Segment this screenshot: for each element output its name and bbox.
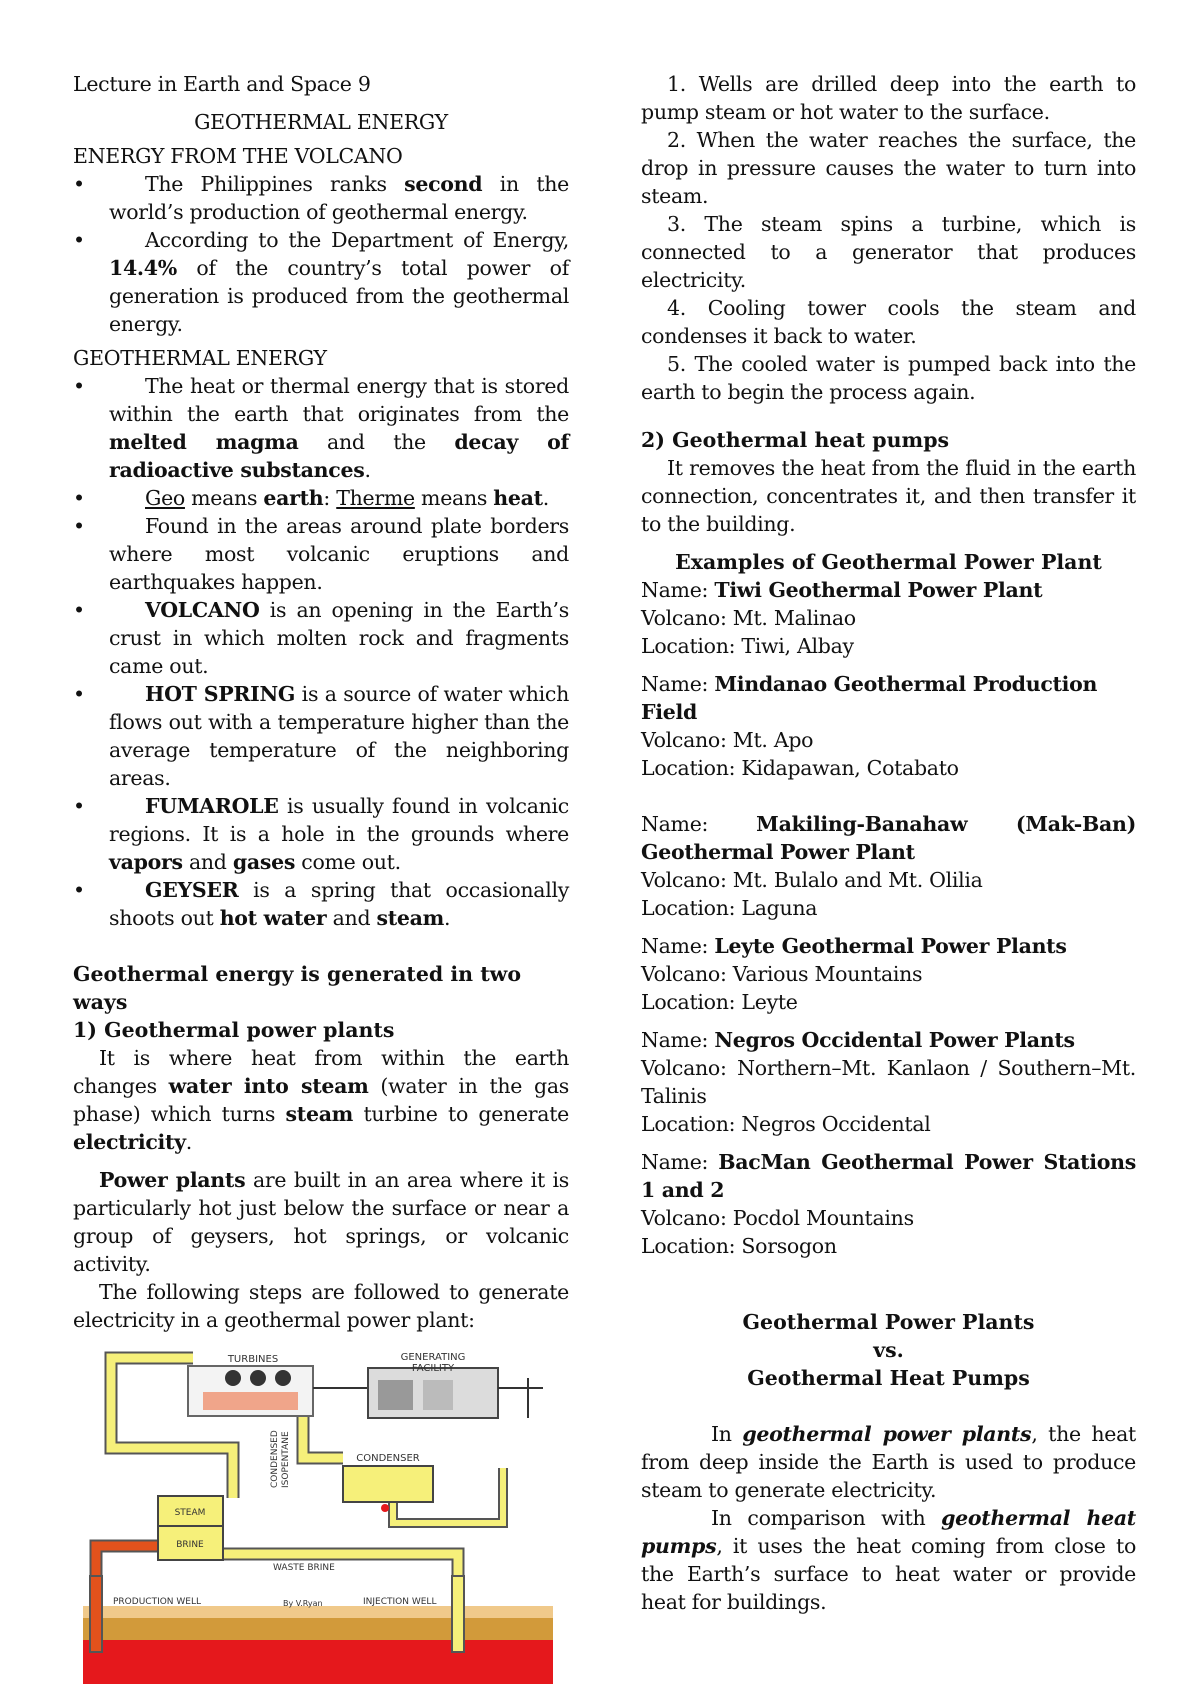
list-item: • The Philippines ranks second in the world’s production of geothermal energy. bbox=[73, 172, 569, 224]
list-item: • The heat or thermal energy that is stored within the earth that originates from the melted magma and the decay of radioactive substances. bbox=[73, 374, 569, 482]
facility-label: FACILITY bbox=[411, 1363, 455, 1374]
page-title: GEOTHERMAL ENERGY bbox=[194, 110, 448, 134]
turbines-label: TURBINES bbox=[227, 1354, 279, 1365]
volcano-bullet-list bbox=[73, 170, 569, 338]
ways-heading: Geothermal energy is generated in two ways bbox=[73, 962, 521, 1014]
turbine-icon bbox=[250, 1370, 266, 1386]
rock-layer bbox=[83, 1618, 553, 1640]
section-heading-volcano: ENERGY FROM THE VOLCANO bbox=[73, 144, 403, 168]
plant-entry: Name: Negros Occidental Power Plants Volcano: Northern–Mt. Kanlaon / Southern–Mt. Talinis Location: Negros Occidental bbox=[641, 1028, 1136, 1136]
turbine-icon bbox=[225, 1370, 241, 1386]
injection-well bbox=[452, 1576, 464, 1652]
lecture-header: Lecture in Earth and Space 9 bbox=[73, 72, 371, 96]
steam-flow bbox=[203, 1392, 298, 1410]
plant-entry: Name: BacMan Geothermal Power Stations 1 and 2 Volcano: Pocdol Mountains Location: Sorsogon bbox=[641, 1150, 1136, 1258]
plant-entry: Name: Mindanao Geothermal Production Field Volcano: Mt. Apo Location: Kidapawan, Cotabato bbox=[641, 672, 1098, 780]
step-5: 5. The cooled water is pumped back into the earth to begin the process again. bbox=[641, 352, 1136, 404]
waste-brine-label: WASTE BRINE bbox=[273, 1563, 335, 1573]
waste-brine-pipe bbox=[223, 1554, 458, 1578]
condenser-label: CONDENSER bbox=[356, 1453, 420, 1464]
condenser-box bbox=[343, 1466, 433, 1502]
left-column bbox=[73, 70, 569, 1688]
author-label: By V.Ryan bbox=[283, 1599, 323, 1608]
condensed-label: CONDENSED bbox=[270, 1430, 280, 1488]
list-item: • HOT SPRING is a source of water which flows out with a temperature higher than the average temperature of the neighboring areas. bbox=[73, 682, 569, 790]
production-well-label: PRODUCTION WELL bbox=[113, 1597, 202, 1607]
section-heading-geothermal: GEOTHERMAL ENERGY bbox=[73, 346, 327, 370]
brine-label: BRINE bbox=[176, 1540, 204, 1550]
plant-entry: Name: Tiwi Geothermal Power Plant Volcano: Mt. Malinao Location: Tiwi, Albay bbox=[641, 578, 1043, 658]
injection-well-label: INJECTION WELL bbox=[363, 1597, 437, 1607]
production-well bbox=[90, 1576, 102, 1652]
comparison-title-2: Geothermal Heat Pumps bbox=[747, 1366, 1030, 1390]
hot-rock-layer bbox=[83, 1640, 553, 1684]
steam-pipe bbox=[111, 1418, 233, 1498]
examples-heading: Examples of Geothermal Power Plant bbox=[675, 550, 1102, 574]
plant-entry: Name: Leyte Geothermal Power Plants Volcano: Various Mountains Location: Leyte bbox=[641, 934, 1067, 1014]
steps-intro-paragraph: The following steps are followed to generate electricity in a geothermal power plant: bbox=[73, 1280, 569, 1332]
heat-pumps-heading: 2) Geothermal heat pumps bbox=[641, 428, 950, 452]
generating-label: GENERATING bbox=[400, 1352, 466, 1363]
step-4: 4. Cooling tower cools the steam and condenses it back to water. bbox=[641, 296, 1136, 348]
comparison-paragraph-2: In comparison with geothermal heat pumps, it uses the heat coming from close to the Earth’s surface to heat water or provide heat for buildings. bbox=[641, 1506, 1136, 1614]
list-item: • Geo means earth: Therme means heat. bbox=[73, 486, 550, 510]
step-3: 3. The steam spins a turbine, which is connected to a generator that produces electricity. bbox=[641, 212, 1136, 292]
list-item: • According to the Department of Energy, 14.4% of the country’s total power of generation is produced from the geothermal energy. bbox=[73, 228, 569, 336]
comparison-title-1: Geothermal Power Plants bbox=[742, 1310, 1035, 1334]
heat-pumps-paragraph: It removes the heat from the fluid in the earth connection, concentrates it, and then transfer it to the building. bbox=[641, 456, 1136, 536]
geothermal-plant-diagram bbox=[73, 1348, 563, 1684]
steam-label: STEAM bbox=[174, 1508, 206, 1518]
comparison-paragraph-1: In geothermal power plants, the heat from deep inside the Earth is used to produce steam to generate electricity. bbox=[641, 1422, 1136, 1502]
comparison-title-vs: vs. bbox=[873, 1338, 904, 1362]
power-plants-subheading: 1) Geothermal power plants bbox=[73, 1018, 395, 1042]
list-item: • VOLCANO is an opening in the Earth’s crust in which molten rock and fragments came out. bbox=[73, 598, 569, 678]
turbine-icon bbox=[275, 1370, 291, 1386]
power-plants-location-paragraph: Power plants are built in an area where it is particularly hot just below the surface or near a group of geysers, hot springs, or volcanic activity. bbox=[73, 1168, 569, 1276]
step-1: 1. Wells are drilled deep into the earth to pump steam or hot water to the surface. bbox=[641, 72, 1136, 124]
power-plants-paragraph: It is where heat from within the earth changes water into steam (water in the gas phase) which turns steam turbine to generate electricity. bbox=[73, 1046, 569, 1154]
right-column bbox=[641, 70, 1136, 1616]
list-item: • Found in the areas around plate borders where most volcanic eruptions and earthquakes happen. bbox=[73, 514, 569, 594]
step-2: 2. When the water reaches the surface, the drop in pressure causes the water to turn into steam. bbox=[641, 128, 1136, 208]
list-item: • FUMAROLE is usually found in volcanic regions. It is a hole in the grounds where vapors and gases come out. bbox=[73, 794, 569, 874]
plant-entry: Name: Makiling-Banahaw (Mak-Ban) Geothermal Power Plant Volcano: Mt. Bulalo and Mt. Olilia Location: Laguna bbox=[641, 812, 1137, 920]
isopentane-label: ISOPENTANE bbox=[281, 1431, 291, 1488]
geothermal-bullet-list bbox=[73, 372, 569, 932]
list-item: • GEYSER is a spring that occasionally shoots out hot water and steam. bbox=[73, 878, 569, 930]
